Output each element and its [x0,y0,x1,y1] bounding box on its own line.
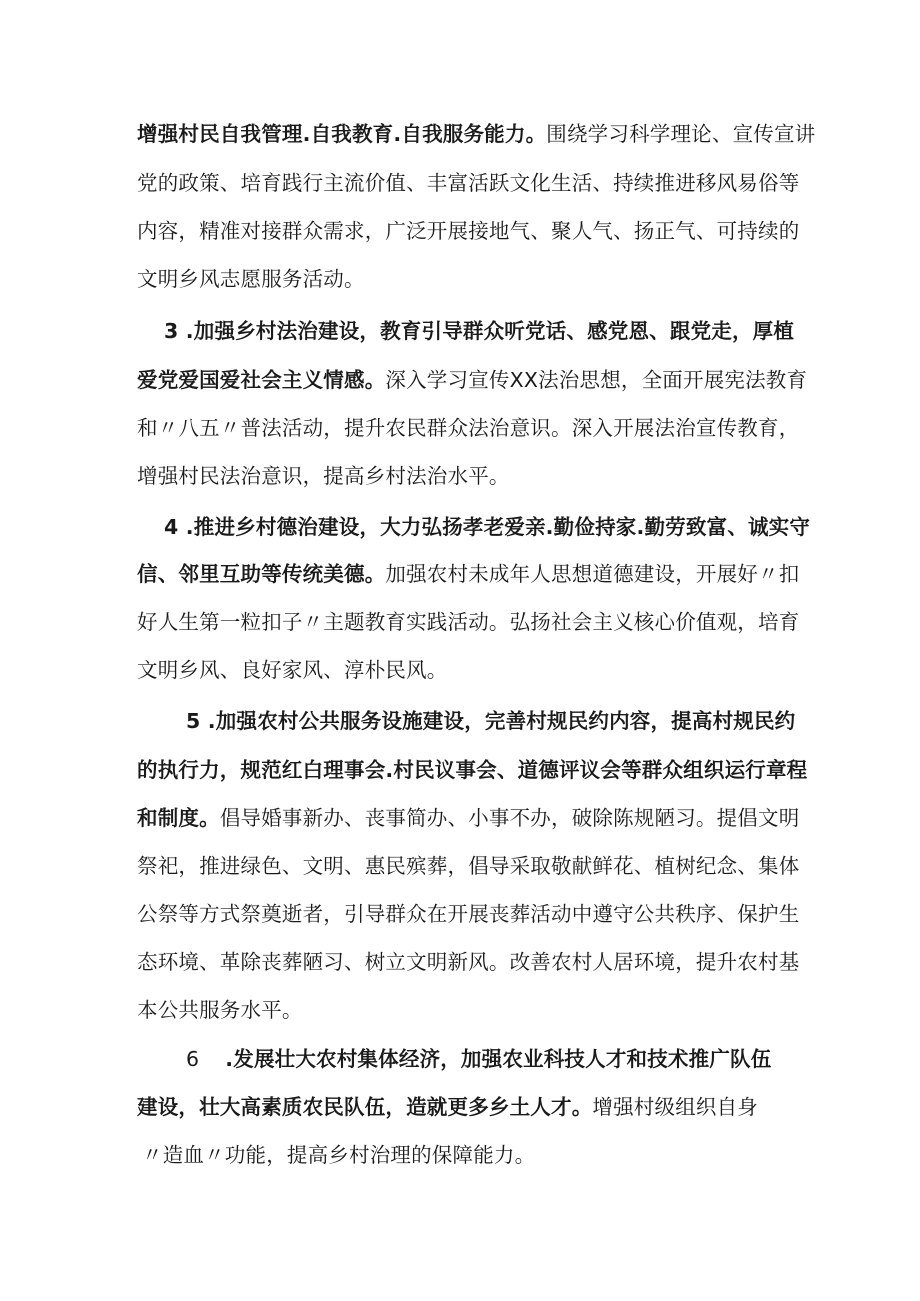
p6-text: 增强村级组织自身 [592,1095,759,1119]
p6-line-3: 〃造血〃功能，提高乡村治理的保障能力。 [142,1143,536,1167]
p4-heading-end: 信、邻里互助等传统美德。 [137,562,386,586]
p3-line-4: 增强村民法治意识，提高乡村法治水平。 [137,464,510,488]
p6-line-1 [186,1045,836,1073]
p1-line-4: 文明乡风志愿服务活动。 [137,267,365,291]
p1-line-1 [137,120,816,148]
p3-heading-end: 爱党爱国爱社会主义情感。 [137,368,386,392]
p6-number: 6 [186,1047,200,1071]
p5-line-1: 5 .加强农村公共服务设施建设，完善村规民约内容，提高村规民约 [186,709,796,733]
p5-heading-end: 和制度。 [137,806,220,830]
p5-line-2: 的执行力，规范红白理事会.村民议事会、道德评议会等群众组织运行章程 [137,758,808,782]
p1-text: 围绕学习科学理论、宣传宣讲 [546,122,816,146]
p6-heading-end: 建设，壮大高素质农民队伍，造就更多乡土人才。 [137,1095,593,1119]
p5-line-4: 祭祀，推进绿色、文明、惠民殡葬，倡导采取敬献鲜花、植树纪念、集体 [137,854,800,878]
p4-line-1: 4 .推进乡村德治建设，大力弘扬孝老爱亲.勤俭持家.勤劳致富、诚实守 [164,515,811,539]
p5-text: 倡导婚事新办、丧事简办、小事不办，破除陈规陋习。提倡文明 [219,806,800,830]
p3-text: 深入学习宣传XX法治思想，全面开展宪法教育 [385,368,808,392]
p1-line-2: 党的政策、培育践行主流价值、丰富活跃文化生活、持续推进移风易俗等 [137,171,800,195]
p5-line-3 [137,804,800,832]
p5-line-6: 态环境、革除丧葬陋习、树立文明新风。改善农村人居环境，提升农村基 [137,950,800,974]
p5-line-7: 本公共服务水平。 [137,998,303,1022]
p5-line-5: 公祭等方式祭奠逝者，引导群众在开展丧葬活动中遵守公共秩序、保护生 [137,902,800,926]
p4-text: 加强农村未成年人思想道德建设，开展好〃扣 [385,562,800,586]
p3-line-1: 3 .加强乡村法治建设，教育引导群众听党话、感党恩、跟党走，厚植 [164,319,795,343]
p1-line-3: 内容，精准对接群众需求，广泛开展接地气、聚人气、扬正气、可持续的 [137,219,800,243]
p3-line-3: 和〃八五〃普法活动，提升农民群众法治意识。深入开展法治宣传教育， [137,416,800,440]
p6-line-2 [137,1093,787,1121]
p4-line-3: 好人生第一粒扣子〃主题教育实践活动。弘扬社会主义核心价值观，培育 [137,610,800,634]
p4-line-2 [137,560,800,588]
p3-line-2 [137,366,808,394]
p6-heading: .发展壮大农村集体经济，加强农业科技人才和技术推广队伍 [225,1047,772,1071]
p4-line-4: 文明乡风、良好家风、淳朴民风。 [137,658,448,682]
p1-heading: 增强村民自我管理.自我教育.自我服务能力。 [137,122,547,146]
